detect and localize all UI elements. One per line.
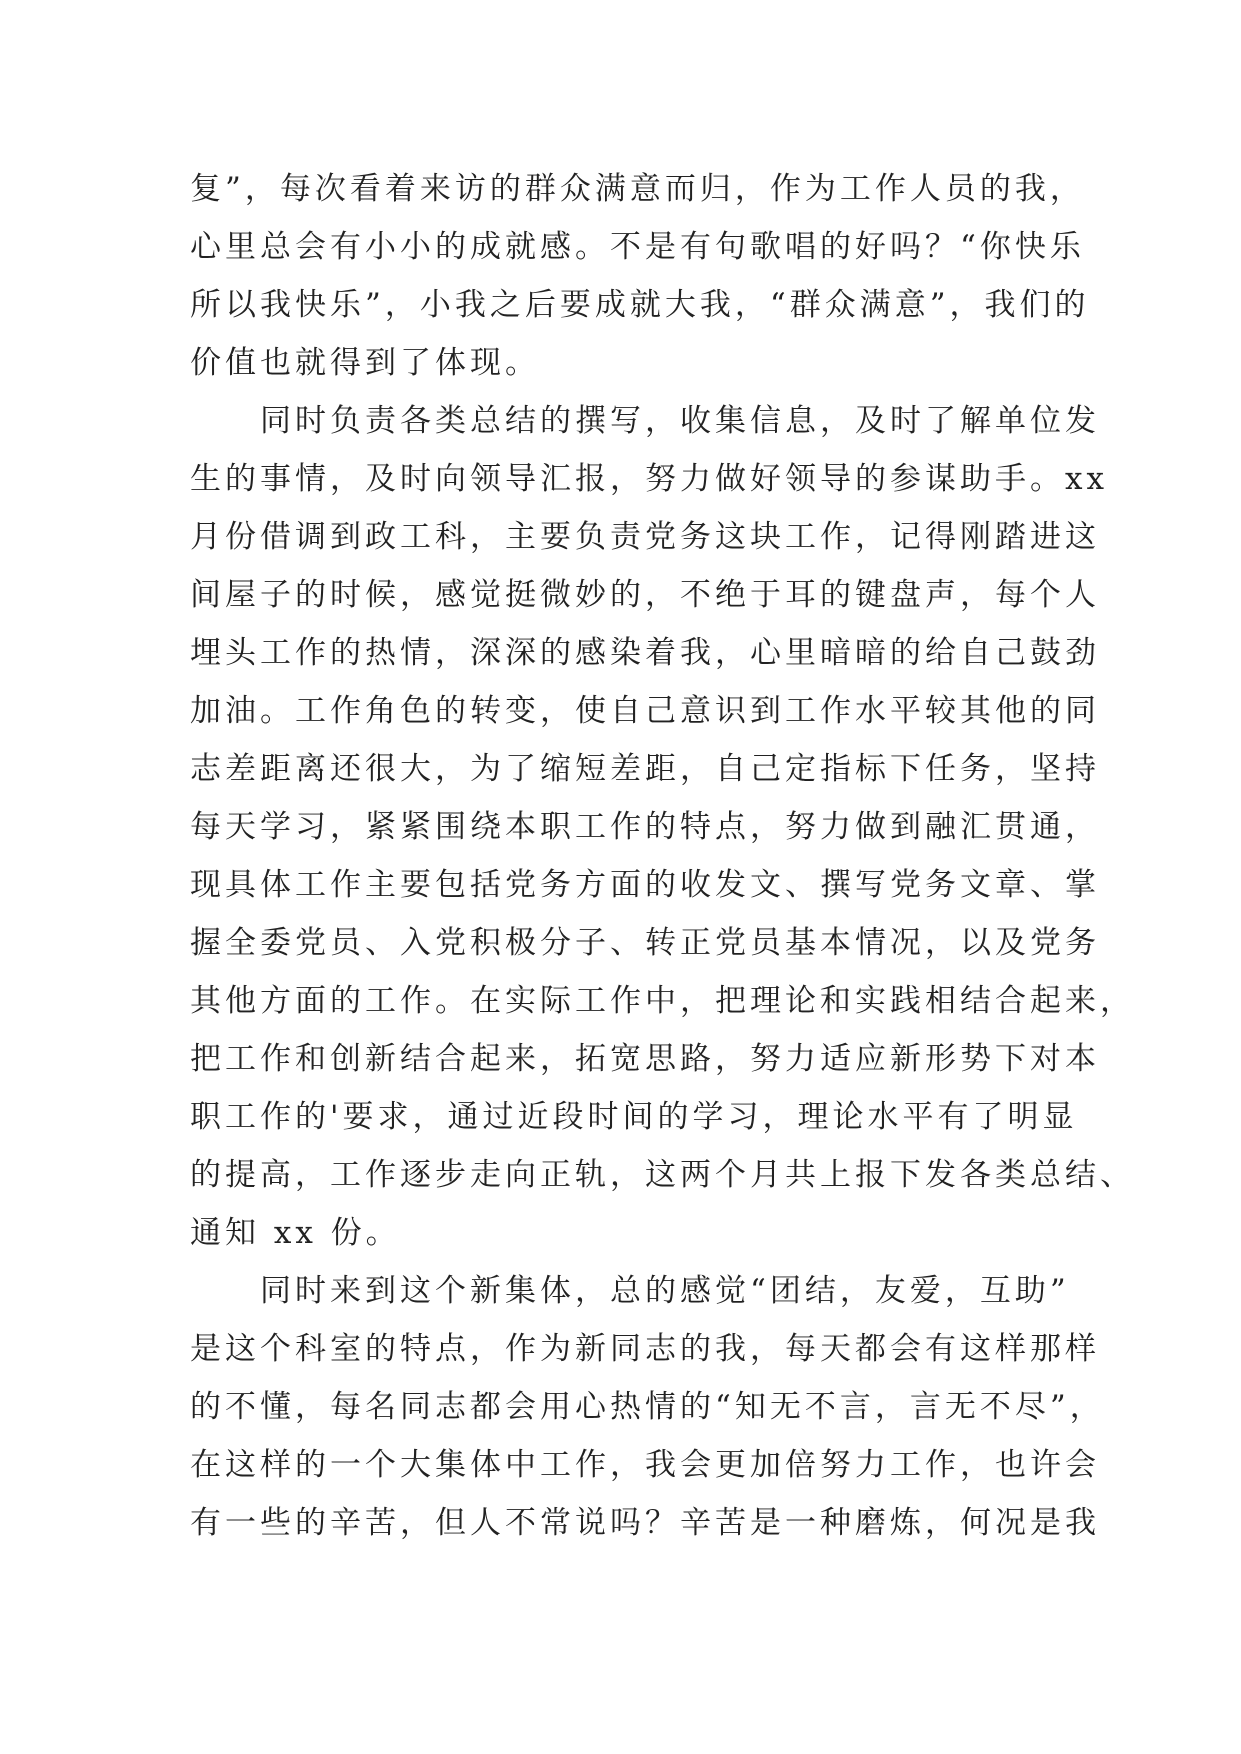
text-line: 志差距离还很大，为了缩短差距，自己定指标下任务，坚持 [190,751,1100,787]
text-line: 生的事情，及时向领导汇报，努力做好领导的参谋助手。xx [190,461,1108,497]
text-line: 月份借调到政工科，主要负责党务这块工作，记得刚踏进这 [190,519,1100,555]
text-line: 价值也就得到了体现。 [190,345,540,381]
text-line: 通知 xx 份。 [190,1215,401,1251]
text-line: 间屋子的时候，感觉挺微妙的，不绝于耳的键盘声，每个人 [190,577,1100,613]
text-line: 复”，每次看着来访的群众满意而归，作为工作人员的我， [190,171,1085,207]
text-line: 握全委党员、入党积极分子、转正党员基本情况，以及党务 [190,925,1100,961]
text-line: 同时来到这个新集体，总的感觉“团结，友爱，互助” [190,1273,1070,1309]
text-line: 是这个科室的特点，作为新同志的我，每天都会有这样那样 [190,1331,1100,1367]
text-line: 加油。工作角色的转变，使自己意识到工作水平较其他的同 [190,693,1100,729]
text-line: 每天学习，紧紧围绕本职工作的特点，努力做到融汇贯通， [190,809,1100,845]
text-line: 所以我快乐”，小我之后要成就大我，“群众满意”，我们的 [190,287,1090,323]
text-line: 有一些的辛苦，但人不常说吗？辛苦是一种磨炼，何况是我 [190,1505,1100,1541]
text-line: 职工作的'要求，通过近段时间的学习，理论水平有了明显 [190,1099,1078,1135]
text-line: 把工作和创新结合起来，拓宽思路，努力适应新形势下对本 [190,1041,1100,1077]
text-line: 的不懂，每名同志都会用心热情的“知无不言，言无不尽”， [190,1389,1105,1425]
text-line: 心里总会有小小的成就感。不是有句歌唱的好吗？“你快乐 [190,229,1085,265]
text-line: 同时负责各类总结的撰写，收集信息，及时了解单位发 [190,403,1100,439]
text-line: 现具体工作主要包括党务方面的收发文、撰写党务文章、掌 [190,867,1100,903]
text-line: 的提高，工作逐步走向正轨，这两个月共上报下发各类总结、 [190,1157,1135,1193]
text-line: 在这样的一个大集体中工作，我会更加倍努力工作，也许会 [190,1447,1100,1483]
body-text [190,160,1135,1552]
text-line: 埋头工作的热情，深深的感染着我，心里暗暗的给自己鼓劲 [190,635,1100,671]
text-line: 其他方面的工作。在实际工作中，把理论和实践相结合起来， [190,983,1135,1019]
